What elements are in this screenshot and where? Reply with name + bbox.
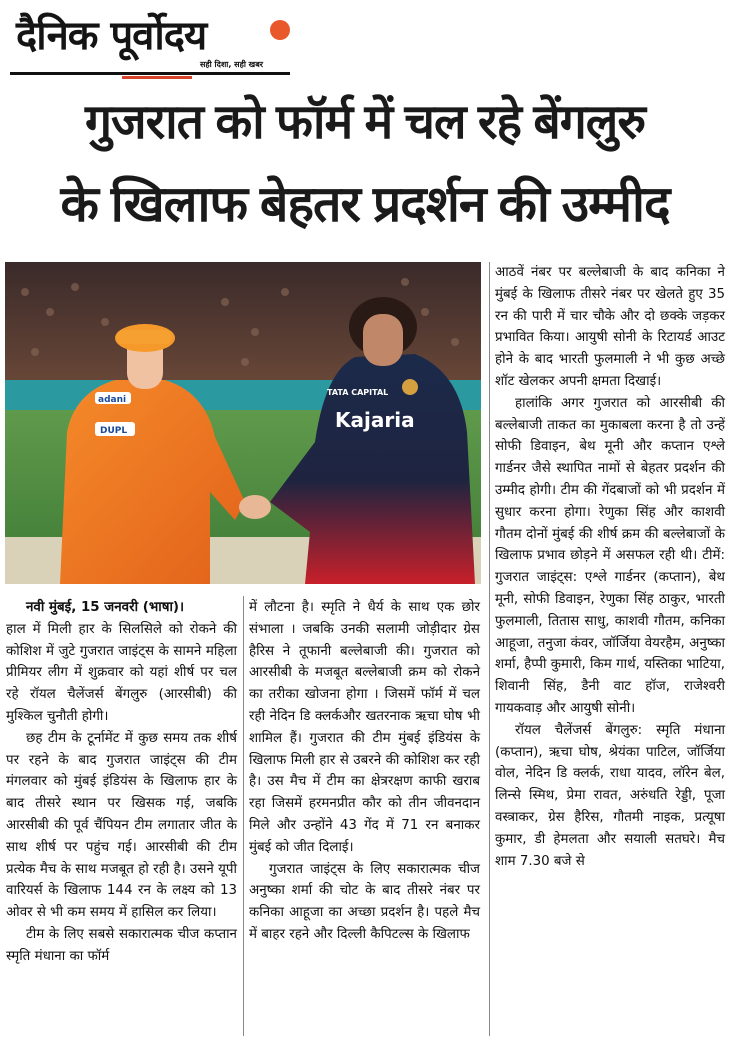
news-photo	[5, 262, 481, 584]
article-column-3	[495, 262, 725, 872]
paragraph: आठवें नंबर पर बल्लेबाजी के बाद कनिका ने मुंबई के खिलाफ तीसरे नंबर पर खेलते हुए 35 रन की पारी में चार चौके और दो छक्के जड़कर प्रभावित किया। आयुषी सोनी के रिटायर्ड आउट होने के बाद भारती फुलमाली ने भी कुछ अच्छे शॉट खेलकर अपनी क्षमता दिखाई।	[495, 265, 725, 389]
masthead-accent	[122, 76, 192, 79]
article-column-2	[249, 597, 480, 946]
paragraph: में लौटना है। स्मृति ने धैर्य के साथ एक छोर संभाला । जबकि उनकी सलामी जोड़ीदार ग्रेस हैरिस ने तूफानी बल्लेबाजी की। गुजरात को आरसीबी के मजबूत बल्लेबाजी क्रम को रोकने का तरीका खोजना होगा । जिसमें फॉर्म में चल रही नेदिन डि क्लर्कऔर खतरनाक ऋचा घोष भी शामिल हैं। गुजरात की टीम मुंबई इंडियंस के खिलाफ मिली हार से उबरने की कोशिश कर रही है। उस मैच में टीम का क्षेत्ररक्षण काफी खराब रहा जिसमें हरमनप्रीत कौर को तीन जीवनदान मिले और उन्होंने 43 गेंद में 71 रन बनाकर मुंबई को जीत दिलाई।	[249, 600, 480, 855]
paragraph: हाल में मिली हार के सिलसिले को रोकने की कोशिश में जुटे गुजरात जाइंट्स के सामने महिला प्रीमियर लीग में शुक्रवार को यहां शीर्ष पर चल रहे रॉयल चैलेंजर्स बेंगलुरु (आरसीबी) की मुश्किल चुनौती होगी।	[6, 621, 237, 724]
masthead	[10, 6, 290, 74]
article-column-1	[6, 597, 237, 968]
paragraph: छह टीम के टूर्नामेंट में कुछ समय तक शीर्ष पर रहने के बाद गुजरात जाइंट्स की टीम मंगलवार को मुंबई इंडियंस के खिलाफ हार के बाद तीसरे स्थान पर खिसक गई, जबकि आरसीबी की पूर्व चैंपियन टीम लगातार जीत के साथ शीर्ष पर पहुंच गई। आरसीबी की टीम प्रत्येक मैच के साथ मजबूत हो रही है। उसने यूपी वारियर्स के खिलाफ 144 रन के लक्ष्य को 13 ओवर से भी कम समय में हासिल कर लिया।	[6, 730, 237, 921]
paragraph: रॉयल चैलेंजर्स बेंगलुरु: स्मृति मंधाना (कप्तान), ऋचा घोष, श्रेयंका पाटिल, जॉर्जिया वोल, नेदिन डि क्लर्क, राधा यादव, लॉरेन बेल, लिन्से स्मिथ, प्रेमा रावत, अरुंधति रेड्डी, पूजा वस्त्राकर, ग्रेस हैरिस, गौतमी नाइक, प्रत्यूषा कुमार, डी हेमलता और सयाली सतघरे। मैच शाम 7.30 बजे से	[495, 722, 725, 869]
paragraph: टीम के लिए सबसे सकारात्मक चीज कप्तान स्मृति मंधाना का फॉर्म	[6, 926, 237, 964]
sponsor-left-text: adani	[98, 395, 127, 405]
paragraph: हालांकि अगर गुजरात को आरसीबी की बल्लेबाजी ताकत का मुकाबला करना है तो उन्हें सोफी डिवाइन, बेथ मूनी और कप्तान एश्ले गार्डनर जैसे स्थापित नामों से बेहतर प्रदर्शन की उम्मीद होगी। टीम की गेंदबाजों को भी प्रदर्शन में सुधार करना होगा। रेणुका सिंह और काशवी गौतम दोनों मुंबई की शीर्ष क्रम की बल्लेबाजों के खिलाफ प्रभाव छोड़ने में असफल रही थी। टीमें: गुजरात जाइंट्स: एश्ले गार्डनर (कप्तान), बेथ मूनी, सोफी डिवाइन, रेणुका सिंह ठाकुर, भारती फुलमाली, तितास साधु, काशवी गौतम, कनिका आहूजा, तनुजा कंवर, जॉर्जिया वेयरहैम, अनुष्का शर्मा, हैप्पी कुमारी, किम गार्थ, यस्तिका भाटिया, शिवानी सिंह, डैनी वाट हॉज, राजेश्वरी गायकवाड़ और आयुषी सोनी।	[495, 395, 725, 716]
sponsor-badge-text: DUPL	[100, 426, 128, 436]
newspaper-tagline: सही दिशा, सही खबर	[200, 60, 264, 69]
headline-line-1: गुजरात को फॉर्म में चल रहे बेंगलुरु	[84, 96, 646, 149]
sponsor-right-text: TATA CAPITAL	[327, 388, 389, 397]
paragraph: गुजरात जाइंट्स के लिए सकारात्मक चीज अनुष्का शर्मा की चोट के बाद तीसरे नंबर पर कनिका आहूजा का अच्छा प्रदर्शन है। पहले मैच में बाहर रहने और दिल्ली कैपिटल्स के खिलाफ	[249, 861, 480, 942]
dateline: नवी मुंबई, 15 जनवरी (भाषा)।	[26, 600, 185, 615]
newspaper-name: दैनिक पूर्वोदय	[16, 13, 207, 59]
jersey-sponsor-text: Kajaria	[335, 408, 415, 432]
logo-sun-icon	[270, 20, 290, 40]
headline-line-2: के खिलाफ बेहतर प्रदर्शन की उम्मीद	[60, 176, 670, 232]
masthead-rule	[10, 72, 290, 75]
column-divider	[489, 262, 490, 1036]
column-divider	[243, 596, 244, 1036]
